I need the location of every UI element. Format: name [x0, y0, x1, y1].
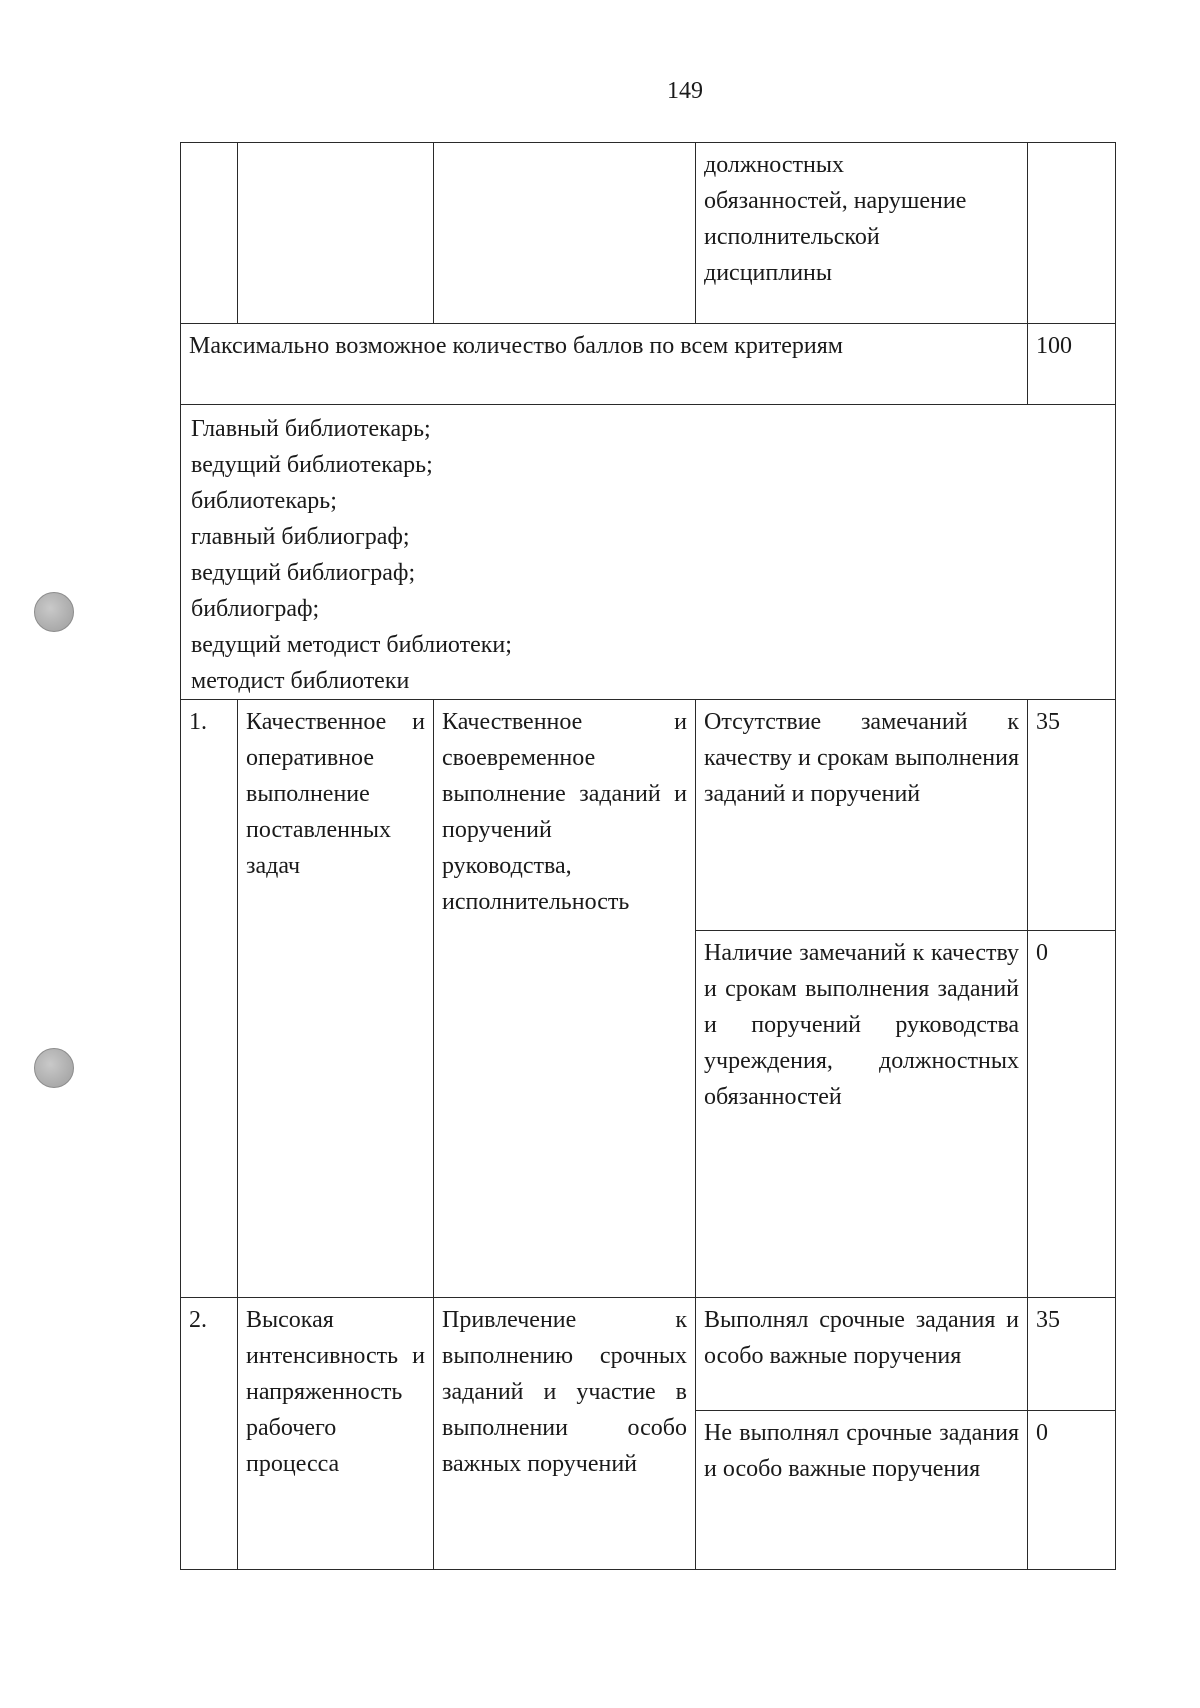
- row-number: 1.: [181, 700, 238, 1298]
- condition-line: дисциплины: [704, 260, 833, 286]
- position-item: ведущий библиотекарь;: [191, 452, 433, 478]
- page-number: 149: [667, 78, 703, 104]
- max-points-row: [181, 324, 1116, 405]
- criterion-cell: Привлечение к выполнению срочных заданий и участие в выполнении особо важных поручений: [434, 1298, 696, 1570]
- continued-criterion-cell: [434, 143, 696, 324]
- condition-cell: Отсутствие замечаний к качеству и срокам выполнения заданий и поручений: [696, 700, 1028, 931]
- criteria-table: [180, 142, 1116, 1570]
- position-item: ведущий методист библиотеки;: [191, 632, 512, 658]
- continued-points-cell: [1028, 143, 1116, 324]
- continued-num-cell: [181, 143, 238, 324]
- points-cell: 35: [1028, 1298, 1116, 1411]
- condition-line: исполнительской: [704, 224, 880, 250]
- condition-cell: Не выполнял срочные задания и особо важные поручения: [696, 1411, 1028, 1570]
- max-points-label: Максимально возможное количество баллов по всем критериям: [181, 324, 1028, 405]
- table-row: [181, 700, 1116, 931]
- position-item: библиограф;: [191, 596, 320, 622]
- condition-line: обязанностей, нарушение: [704, 188, 967, 214]
- continued-indicator-cell: [238, 143, 434, 324]
- position-item: главный библиограф;: [191, 524, 410, 550]
- position-item: ведущий библиограф;: [191, 560, 416, 586]
- positions-row: [181, 405, 1116, 700]
- points-cell: 0: [1028, 931, 1116, 1298]
- position-item: библиотекарь;: [191, 488, 337, 514]
- position-item: методист библиотеки: [191, 668, 410, 694]
- positions-cell: [181, 405, 1116, 700]
- points-cell: 35: [1028, 700, 1116, 931]
- punch-hole-top: [34, 592, 74, 632]
- punch-hole-bottom: [34, 1048, 74, 1088]
- criterion-cell: Качественное и своевременное выполнение заданий и поручений руководства, исполнительность: [434, 700, 696, 1298]
- condition-line: должностных: [704, 152, 845, 178]
- condition-cell: Наличие замечаний к качеству и срокам выполнения заданий и поручений руководства учреждения, должностных обязанностей: [696, 931, 1028, 1298]
- continued-row: [181, 143, 1116, 324]
- continued-condition-cell: [696, 143, 1028, 324]
- condition-cell: Выполнял срочные задания и особо важные поручения: [696, 1298, 1028, 1411]
- points-cell: 0: [1028, 1411, 1116, 1570]
- indicator-cell: Высокая интенсивность и напряженность рабочего процесса: [238, 1298, 434, 1570]
- max-points-value: 100: [1028, 324, 1116, 405]
- row-number: 2.: [181, 1298, 238, 1570]
- indicator-cell: Качественное и оперативное выполнение поставленных задач: [238, 700, 434, 1298]
- position-item: Главный библиотекарь;: [191, 416, 431, 442]
- table-row: [181, 1298, 1116, 1411]
